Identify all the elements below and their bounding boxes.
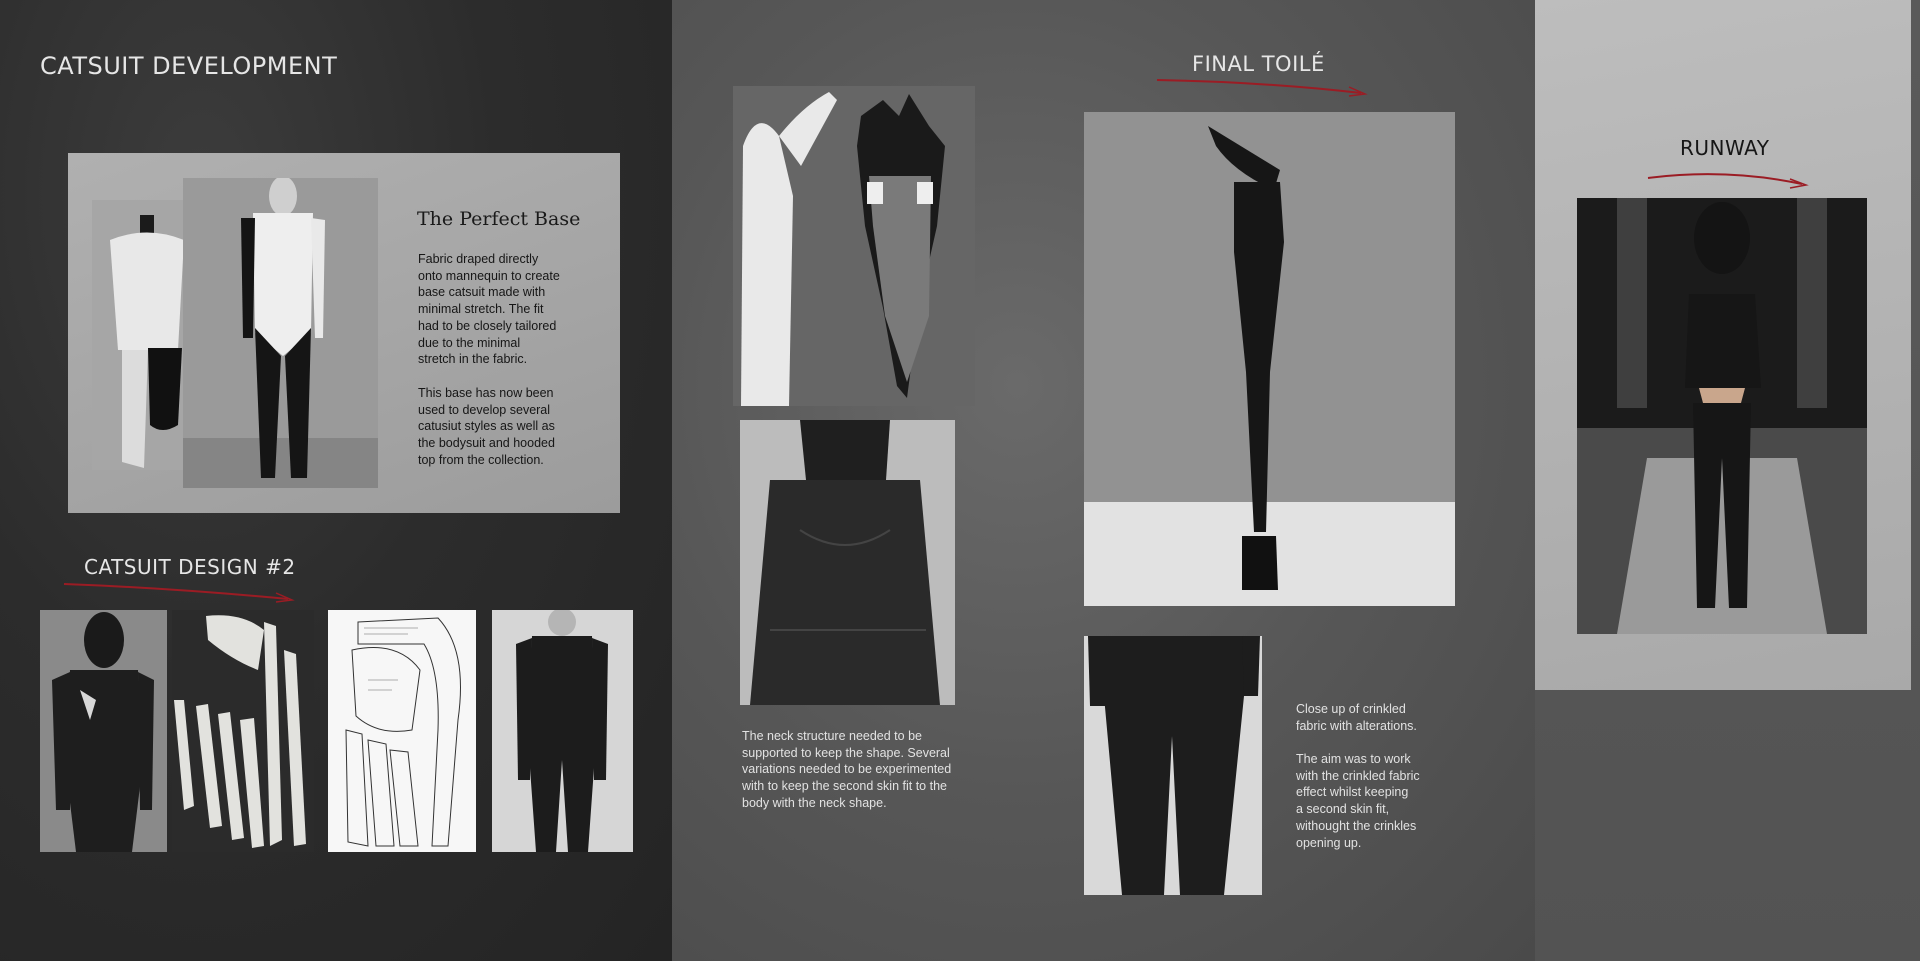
runway-underline [1646, 170, 1812, 190]
base-catsuit-model-photo [183, 178, 378, 488]
crinkled-fabric-caption-1: Close up of crinkled fabric with alterations. [1296, 702, 1417, 733]
final-toile-underline [1155, 76, 1371, 98]
runway-photo [1577, 198, 1867, 634]
perfect-base-title: The Perfect Base [417, 208, 581, 230]
final-toile-photo [1084, 112, 1455, 606]
final-toile-heading: FINAL TOILÉ [1192, 52, 1325, 76]
neck-structure-photo [733, 86, 975, 406]
neck-structure-caption: The neck structure needed to be supported to keep the shape. Several variations needed to be experimented with to keep the second skin fit to the body with the neck shape. [742, 729, 952, 810]
pattern-drafting-sketch [328, 610, 476, 852]
crinkled-fabric-caption-2: The aim was to work with the crinkled fabric effect whilst keeping a second skin fit, withought the crinkles opening up. [1296, 752, 1420, 850]
perfect-base-paragraph-2: This base has now been used to develop several catusiut styles as well as the bodysuit and hooded top from the collection. [418, 386, 555, 467]
runway-heading: RUNWAY [1680, 136, 1770, 160]
design-2-catsuit-photo [492, 610, 633, 852]
catsuit-development-heading: CATSUIT DEVELOPMENT [40, 52, 338, 80]
neck-fitting-closeup-photo [740, 420, 955, 705]
crinkled-fabric-closeup-photo [1084, 636, 1262, 895]
design-2-underline [62, 580, 298, 604]
pattern-pieces-photo [172, 610, 314, 852]
catsuit-design-2-heading: CATSUIT DESIGN #2 [84, 555, 296, 579]
perfect-base-paragraph-1: Fabric draped directly onto mannequin to create base catsuit made with minimal stretch. The fit had to be closely tailored due to the minimal stretch in the fabric. [418, 252, 560, 367]
design-2-fitting-photo [40, 610, 167, 852]
